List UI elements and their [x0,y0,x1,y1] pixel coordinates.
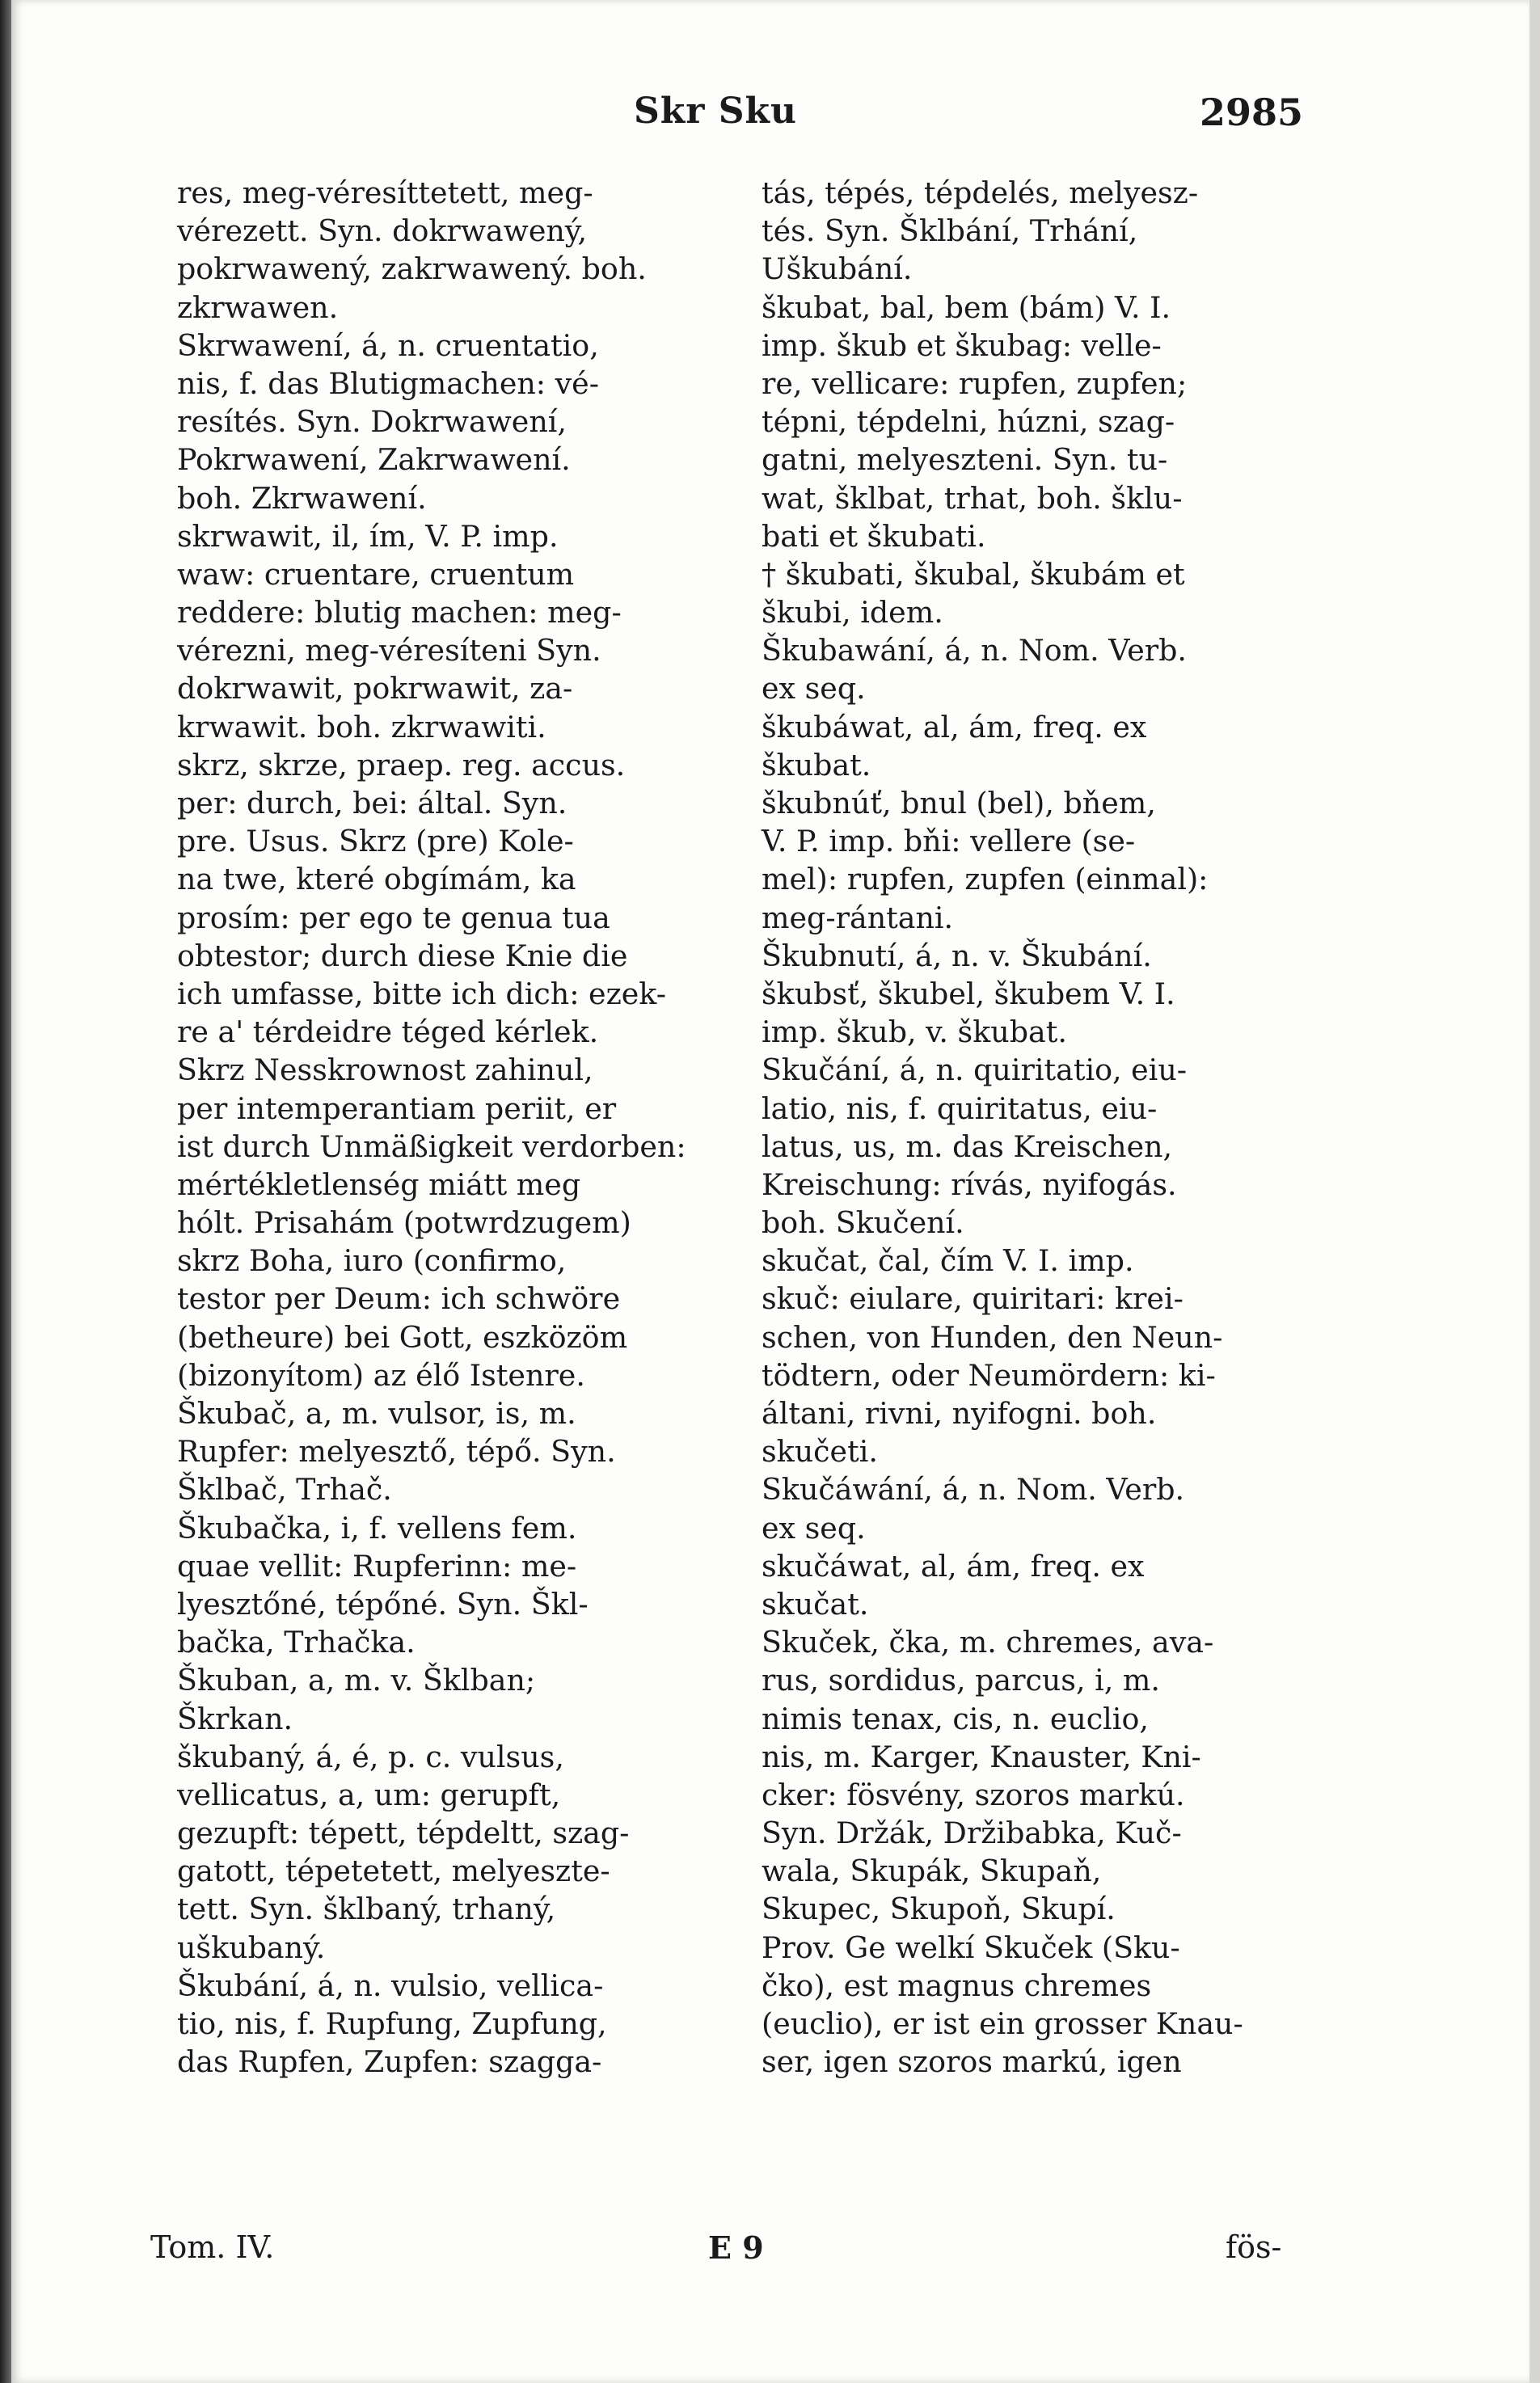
text-line: skučáwat, al, ám, freq. ex [762,1548,1145,1584]
text-line: quae vellit: Rupferinn: me- [177,1548,577,1584]
text-line: Skučání, á, n. quiritatio, eiu- [762,1052,1188,1088]
text-line: dokrwawit, pokrwawit, za- [177,671,573,706]
text-line: ser, igen szoros markú, igen [762,2044,1182,2080]
text-line: bačka, Trhačka. [177,1625,416,1660]
text-line: Kreischung: rívás, nyifogás. [762,1166,1177,1202]
text-line: Škubawání, á, n. Nom. Verb. [762,633,1187,669]
running-head-title: Skr Sku [634,91,798,132]
volume-label: Tom. IV. [150,2229,275,2265]
text-line: schen, von Hunden, den Neun- [762,1319,1223,1355]
text-line: skučeti. [762,1434,878,1470]
text-line: pre. Usus. Skrz (pre) Kole- [177,824,574,859]
text-line: Šklbač, Trhač. [177,1472,392,1508]
text-line: Prov. Ge welkí Skuček (Sku- [762,1930,1180,1965]
text-line: per intemperantiam periit, er [177,1090,617,1126]
text-line: (betheure) bei Gott, eszközöm [177,1319,628,1355]
text-line: gatott, tépetetett, melyeszte- [177,1854,610,1889]
text-line: Rupfer: melyesztő, tépő. Syn. [177,1434,616,1470]
dictionary-page [11,0,1529,2383]
text-line: wat, šklbat, trhat, boh. šklu- [762,480,1183,516]
text-line: Pokrwawení, Zakrwawení. [177,442,571,478]
text-line: tés. Syn. Šklbání, Trhání, [762,213,1138,249]
text-line: tás, tépés, tépdelés, melyesz- [762,175,1199,210]
text-line: prosím: per ego te genua tua [177,900,610,935]
running-head [11,91,1529,139]
text-line: resítés. Syn. Dokrwawení, [177,404,567,440]
text-line: skuč: eiulare, quiritari: krei- [762,1281,1183,1317]
text-line: lyesztőné, tépőné. Syn. Škl- [177,1586,589,1622]
text-line: uškubaný. [177,1930,326,1965]
text-line: škubi, idem. [762,595,943,631]
text-line: Škubání, á, n. vulsio, vellica- [177,1968,604,2003]
text-line: imp. škub et škubag: velle- [762,327,1162,363]
text-line: škubnúť, bnul (bel), bňem, [762,786,1156,820]
text-line: vellicatus, a, um: gerupft, [177,1777,561,1812]
text-line: mértékletlenség miátt meg [177,1166,581,1202]
catchword: fös- [1226,2229,1282,2265]
text-line: boh. Skučení. [762,1205,964,1241]
text-line: gatni, melyeszteni. Syn. tu- [762,442,1168,478]
text-line: mel): rupfen, zupfen (einmal): [762,862,1209,897]
text-line: re a' térdeidre téged kérlek. [177,1014,599,1050]
text-line: skučat. [762,1586,869,1622]
text-line: Syn. Držák, Držibabka, Kuč- [762,1816,1182,1851]
text-line: Škrkan. [177,1701,293,1736]
text-line: na twe, které obgímám, ka [177,862,576,897]
text-line: (euclio), er ist ein grosser Knau- [762,2006,1243,2041]
text-line: wala, Skupák, Skupaň, [762,1854,1102,1889]
text-line: Škubač, a, m. vulsor, is, m. [177,1396,576,1431]
text-line: škubat, bal, bem (bám) V. I. [762,289,1171,325]
text-line: cker: fösvény, szoros markú. [762,1777,1185,1812]
text-line: tett. Syn. šklbaný, trhaný, [177,1892,556,1927]
book-spine-edge [0,0,11,2383]
text-line: skrwawit, il, ím, V. P. imp. [177,518,559,554]
text-line: Škubačka, i, f. vellens fem. [177,1510,577,1546]
right-column [762,174,1327,2081]
text-line: res, meg-véresíttetett, meg- [177,175,593,210]
text-line: boh. Zkrwawení. [177,480,427,516]
text-line: V. P. imp. bňi: vellere (se- [762,824,1136,859]
text-line: gezupft: tépett, tépdeltt, szag- [177,1816,630,1851]
signature-mark: E 9 [708,2229,764,2266]
text-line: tépni, tépdelni, húzni, szag- [762,404,1175,440]
text-line: das Rupfen, Zupfen: szagga- [177,2044,602,2080]
text-line: čko), est magnus chremes [762,1968,1152,2003]
text-line: skučat, čal, čím V. I. imp. [762,1243,1134,1279]
text-line: Škubnutí, á, n. v. Škubání. [762,938,1152,973]
text-line: obtestor; durch diese Knie die [177,938,628,973]
text-line: waw: cruentare, cruentum [177,556,575,592]
text-line: Škuban, a, m. v. Šklban; [177,1663,536,1698]
text-line: Skučáwání, á, n. Nom. Verb. [762,1472,1185,1508]
text-line: bati et škubati. [762,518,986,554]
text-line: nis, f. das Blutigmachen: vé- [177,365,600,401]
text-line: zkrwawen. [177,289,339,325]
text-line: pokrwawený, zakrwawený. boh. [177,251,647,287]
text-line: škubaný, á, é, p. c. vulsus, [177,1739,564,1774]
text-line: nimis tenax, cis, n. euclio, [762,1701,1149,1736]
text-line: ex seq. [762,1510,866,1546]
text-line: (bizonyítom) az élő Istenre. [177,1357,585,1393]
text-line: † škubati, škubal, škubám et [762,556,1185,592]
text-line: tio, nis, f. Rupfung, Zupfung, [177,2006,607,2041]
text-line: per: durch, bei: által. Syn. [177,786,567,820]
text-line: škubáwat, al, ám, freq. ex [762,709,1147,744]
text-line: skrz, skrze, praep. reg. accus. [177,747,626,782]
text-line: reddere: blutig machen: meg- [177,595,622,631]
text-line: meg-rántani. [762,900,954,935]
text-line: testor per Deum: ich schwöre [177,1281,621,1317]
text-line: ist durch Unmäßigkeit verdorben: [177,1128,686,1164]
text-line: Skrz Nesskrownost zahinul, [177,1052,593,1088]
text-line: škubat. [762,747,871,782]
text-line: Skupec, Skupoň, Skupí. [762,1892,1116,1927]
text-line: hólt. Prisahám (potwrdzugem) [177,1205,631,1241]
text-line: Skrwawení, á, n. cruentatio, [177,327,599,363]
page-number: 2985 [1200,91,1304,134]
text-line: škubsť, škubel, škubem V. I. [762,976,1175,1011]
text-line: Uškubání. [762,251,913,287]
text-line: latus, us, m. das Kreischen, [762,1128,1173,1164]
text-line: ex seq. [762,671,866,706]
page-footer [11,2229,1529,2270]
text-line: re, vellicare: rupfen, zupfen; [762,365,1188,401]
text-line: vérezni, meg-véresíteni Syn. [177,633,601,669]
text-line: vérezett. Syn. dokrwawený, [177,213,588,249]
text-line: latio, nis, f. quiritatus, eiu- [762,1090,1158,1126]
text-line: ich umfasse, bitte ich dich: ezek- [177,976,666,1011]
text-line: rus, sordidus, parcus, i, m. [762,1663,1160,1698]
left-column [177,174,743,2081]
text-line: nis, m. Karger, Knauster, Kni- [762,1739,1201,1774]
text-line: áltani, rivni, nyifogni. boh. [762,1396,1157,1431]
text-line: skrz Boha, iuro (confirmo, [177,1243,567,1279]
text-line: krwawit. boh. zkrwawiti. [177,709,546,744]
text-line: Skuček, čka, m. chremes, ava- [762,1625,1214,1660]
text-line: imp. škub, v. škubat. [762,1014,1067,1050]
text-line: tödtern, oder Neumördern: ki- [762,1357,1216,1393]
